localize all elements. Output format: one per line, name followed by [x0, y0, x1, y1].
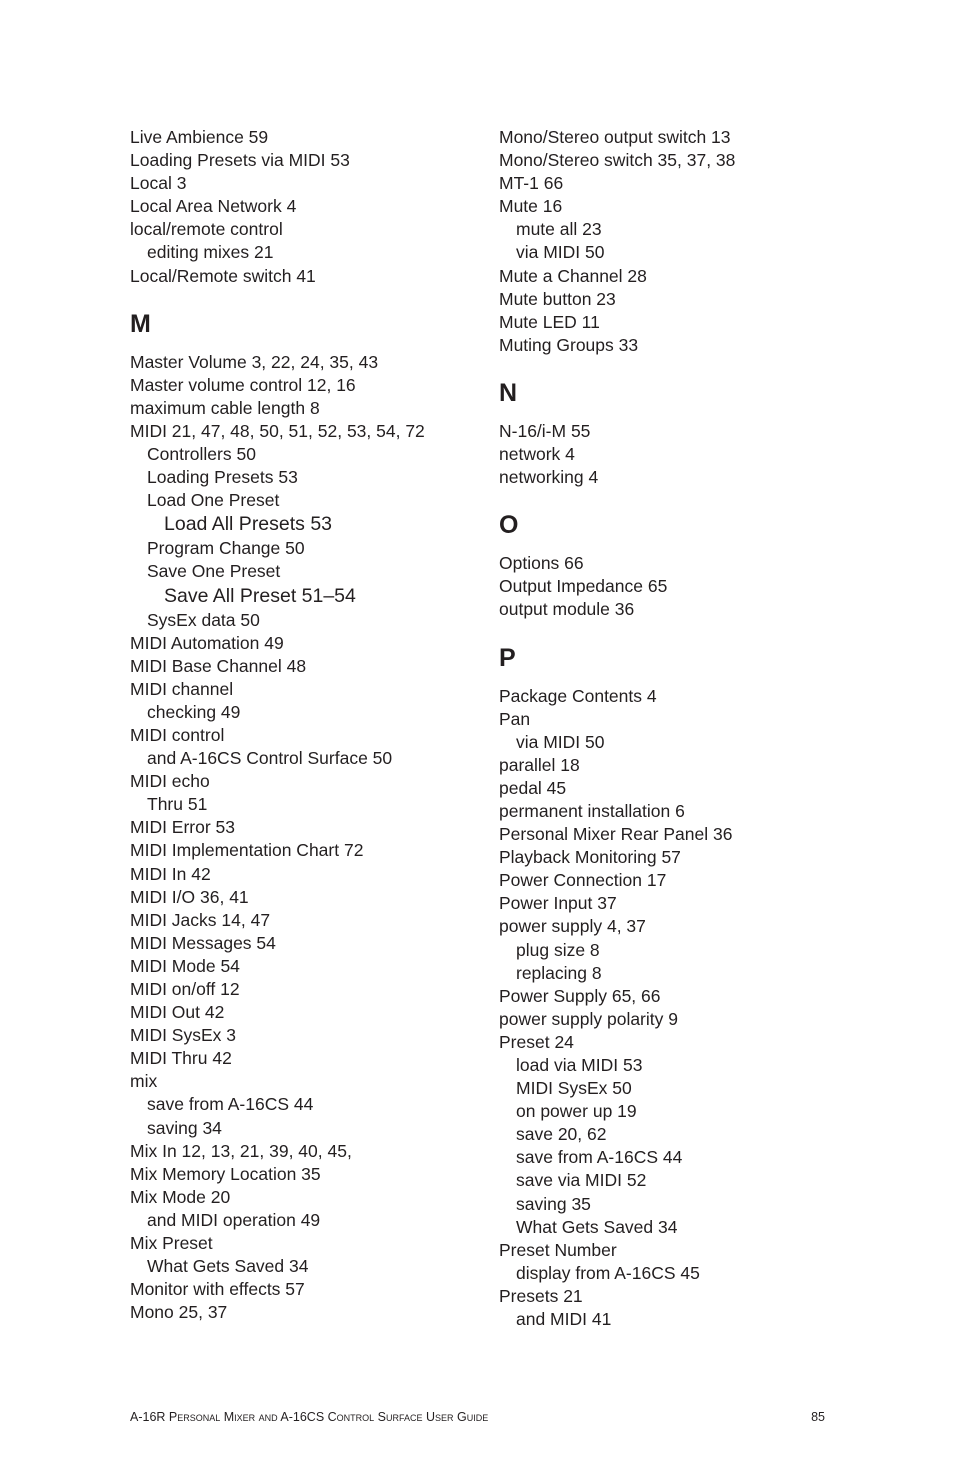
index-entry: Local 3 — [130, 173, 187, 194]
index-entry: Mono/Stereo output switch 13 — [499, 127, 731, 147]
index-entry: Master Volume 3, 22, 24, 35, 43 — [130, 351, 379, 372]
index-entry: MIDI 21, 47, 48, 50, 51, 52, 53, 54, 72 — [130, 420, 425, 441]
index-subentry: What Gets Saved 34 — [147, 1256, 309, 1277]
index-entry: Mono 25, 37 — [130, 1302, 228, 1323]
index-subentry: saving 34 — [147, 1117, 222, 1138]
index-subentry: mute all 23 — [516, 219, 602, 240]
index-entry: maximum cable length 8 — [130, 397, 320, 418]
index-entry: MIDI Automation 49 — [130, 632, 284, 653]
index-entry: Presets 21 — [499, 1285, 583, 1306]
index-entry: Mix Mode 20 — [130, 1186, 231, 1207]
section-letter-heading: N — [499, 378, 518, 407]
index-subentry: save from A-16CS 44 — [147, 1094, 314, 1115]
index-subentry: Thru 51 — [147, 794, 208, 815]
index-entry: Personal Mixer Rear Panel 36 — [499, 824, 733, 845]
index-entry: Package Contents 4 — [499, 685, 657, 706]
index-subentry: editing mixes 21 — [147, 242, 274, 263]
index-entry: Preset 24 — [499, 1031, 574, 1052]
index-subentry: saving 35 — [516, 1193, 591, 1214]
index-subentry: load via MIDI 53 — [516, 1055, 643, 1075]
index-entry: Mono/Stereo switch 35, 37, 38 — [499, 150, 736, 171]
index-subentry: Save All Preset 51–54 — [164, 584, 356, 607]
index-subentry: Loading Presets 53 — [147, 467, 298, 488]
index-entry: Loading Presets via MIDI 53 — [130, 150, 350, 171]
index-entry: Mix Preset — [130, 1233, 213, 1254]
index-subentry: What Gets Saved 34 — [516, 1216, 678, 1237]
index-entry: pedal 45 — [499, 777, 567, 798]
index-subentry: display from A-16CS 45 — [516, 1262, 700, 1283]
index-subentry: and MIDI operation 49 — [147, 1209, 321, 1230]
index-entry: Power Supply 65, 66 — [499, 985, 661, 1006]
index-entry: MIDI control — [130, 724, 225, 745]
index-entry: MIDI Implementation Chart 72 — [130, 840, 364, 861]
index-subentry: and A-16CS Control Surface 50 — [147, 748, 393, 769]
index-entry: power supply polarity 9 — [499, 1008, 678, 1029]
index-entry: MIDI I/O 36, 41 — [130, 886, 249, 907]
index-subentry: MIDI SysEx 50 — [516, 1078, 632, 1099]
index-subentry: via MIDI 50 — [516, 242, 605, 263]
index-subentry: SysEx data 50 — [147, 609, 260, 630]
index-entry: Muting Groups 33 — [499, 334, 639, 355]
index-entry: Pan — [499, 708, 531, 729]
index-entry: MIDI channel — [130, 678, 234, 699]
index-entry: MIDI Thru 42 — [130, 1048, 232, 1069]
index-entry: networking 4 — [499, 467, 599, 488]
index-entry: Mute button 23 — [499, 288, 616, 309]
index-subentry: save from A-16CS 44 — [516, 1147, 683, 1168]
index-subentry: via MIDI 50 — [516, 731, 605, 752]
index-entry: parallel 18 — [499, 754, 580, 775]
index-entry: Master volume control 12, 16 — [130, 374, 356, 395]
index-entry: MIDI Mode 54 — [130, 955, 240, 976]
index-entry: Mix Memory Location 35 — [130, 1163, 321, 1184]
section-letter-heading: O — [499, 511, 519, 540]
index-entry: MIDI Messages 54 — [130, 932, 276, 953]
index-entry: Mute 16 — [499, 196, 563, 217]
index-entry: Preset Number — [499, 1239, 617, 1260]
index-entry: N-16/i-M 55 — [499, 420, 591, 441]
index-entry: MIDI Base Channel 48 — [130, 655, 307, 676]
index-subentry: on power up 19 — [516, 1101, 637, 1122]
index-entry: network 4 — [499, 444, 575, 465]
index-entry: MIDI Error 53 — [130, 817, 236, 838]
index-entry: mix — [130, 1071, 158, 1092]
index-subentry: Save One Preset — [147, 561, 281, 582]
index-entry: Monitor with effects 57 — [130, 1279, 305, 1300]
index-entry: MIDI In 42 — [130, 863, 211, 884]
index-entry: MIDI on/off 12 — [130, 979, 240, 999]
index-entry: MIDI SysEx 3 — [130, 1025, 236, 1046]
index-entry: Playback Monitoring 57 — [499, 847, 681, 868]
index-entry: output module 36 — [499, 599, 635, 620]
index-column-left — [130, 126, 510, 1324]
index-subentry: Load One Preset — [147, 490, 280, 511]
index-subentry: plug size 8 — [516, 939, 600, 960]
index-entry: Live Ambience 59 — [130, 127, 269, 147]
index-subentry: save via MIDI 52 — [516, 1170, 647, 1191]
index-subentry: and MIDI 41 — [516, 1309, 612, 1330]
index-entry: MT-1 66 — [499, 173, 564, 194]
index-column-right — [499, 126, 879, 1331]
index-entry: Power Connection 17 — [499, 870, 667, 891]
index-entry: Output Impedance 65 — [499, 576, 668, 597]
index-entry: permanent installation 6 — [499, 800, 685, 821]
index-subentry: save 20, 62 — [516, 1124, 607, 1145]
footer-title: A-16R Personal Mixer and A-16CS Control Surface User Guide — [130, 1410, 489, 1424]
index-entry: Options 66 — [499, 553, 584, 574]
index-subentry: checking 49 — [147, 701, 241, 722]
section-letter-heading: M — [130, 309, 151, 338]
index-entry: Power Input 37 — [499, 893, 617, 914]
index-subentry: Program Change 50 — [147, 538, 305, 559]
section-letter-heading: P — [499, 643, 516, 672]
index-entry: power supply 4, 37 — [499, 916, 646, 937]
index-subentry: Controllers 50 — [147, 444, 256, 465]
index-entry: Local/Remote switch 41 — [130, 265, 316, 286]
index-subentry: replacing 8 — [516, 962, 602, 983]
index-entry: Mute LED 11 — [499, 311, 600, 332]
page-number: 85 — [811, 1410, 825, 1424]
index-entry: Local Area Network 4 — [130, 196, 297, 217]
index-entry: MIDI Out 42 — [130, 1002, 225, 1023]
index-entry: Mute a Channel 28 — [499, 265, 647, 286]
index-subentry: Load All Presets 53 — [164, 513, 333, 536]
index-entry: MIDI echo — [130, 771, 210, 792]
index-entry: MIDI Jacks 14, 47 — [130, 909, 271, 930]
index-entry: local/remote control — [130, 219, 283, 240]
index-entry: Mix In 12, 13, 21, 39, 40, 45, — [130, 1140, 352, 1161]
